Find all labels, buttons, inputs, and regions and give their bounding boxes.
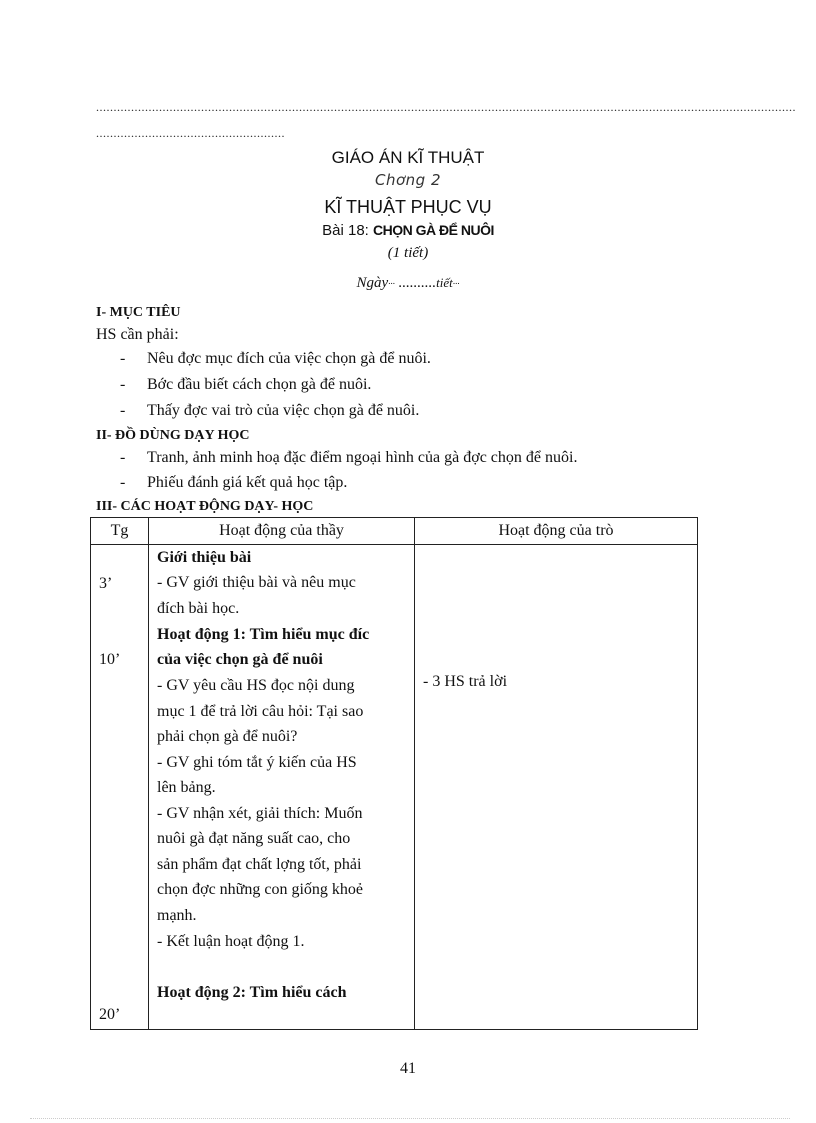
col-header-student: Hoạt động của trò bbox=[415, 518, 698, 545]
period-dots: ··· bbox=[452, 278, 460, 289]
section-materials-heading: II- ĐỒ DÙNG DẠY HỌC bbox=[96, 428, 250, 443]
dotted-line-2: ...................................................... bbox=[96, 126, 285, 140]
activity2-heading: Hoạt động 2: Tìm hiểu cách bbox=[157, 984, 347, 1001]
col-header-teacher: Hoạt động của thầy bbox=[149, 518, 415, 545]
student-text: - 3 HS trả lời bbox=[423, 673, 508, 690]
lesson-prefix: Bài 18: bbox=[322, 222, 369, 239]
teacher-text: đích bài học. bbox=[157, 600, 240, 617]
bottom-divider bbox=[30, 1118, 790, 1119]
teacher-text: - Kết luận hoạt động 1. bbox=[157, 933, 305, 950]
subject-title: KĨ THUẬT PHỤC VỤ bbox=[324, 197, 492, 217]
time-value: 20’ bbox=[99, 1006, 121, 1023]
teacher-text: chọn đợc những con giống khoẻ bbox=[157, 881, 363, 898]
teacher-text: - GV ghi tóm tắt ý kiến của HS bbox=[157, 754, 357, 771]
material-item: - Tranh, ảnh minh hoạ đặc điểm ngoại hình của gà đợc chọn để nuôi. bbox=[120, 449, 578, 466]
period-label: tiết bbox=[436, 275, 453, 290]
activity1-heading-cont: của việc chọn gà để nuôi bbox=[157, 651, 323, 668]
teacher-text: lên bảng. bbox=[157, 779, 216, 796]
objective-item: - Thấy đợc vai trò của việc chọn gà để nuôi. bbox=[120, 402, 420, 419]
chapter-label: Chơng 2 bbox=[375, 171, 441, 189]
date-dots: ··· bbox=[388, 278, 395, 289]
teacher-text: phải chọn gà để nuôi? bbox=[157, 728, 298, 745]
student-cell bbox=[415, 545, 698, 1030]
teacher-text: nuôi gà đạt năng suất cao, cho bbox=[157, 830, 351, 847]
teacher-text: mục 1 để trả lời câu hỏi: Tại sao bbox=[157, 703, 364, 720]
period-count: (1 tiết) bbox=[387, 245, 429, 261]
date-mid-dots: .......... bbox=[394, 275, 437, 291]
date-line bbox=[0, 275, 816, 292]
teacher-text: - GV nhận xét, giải thích: Muốn bbox=[157, 805, 363, 822]
material-item: - Phiếu đánh giá kết quả học tập. bbox=[120, 474, 348, 491]
teacher-text: sản phẩm đạt chất lợng tốt, phải bbox=[157, 856, 362, 873]
objectives-intro: HS cần phải: bbox=[96, 326, 179, 343]
teacher-text: - GV yêu cầu HS đọc nội dung bbox=[157, 677, 355, 694]
lesson-title bbox=[0, 222, 816, 239]
time-value: 3’ bbox=[99, 575, 113, 592]
time-value: 10’ bbox=[99, 651, 121, 668]
col-header-time: Tg bbox=[91, 518, 149, 545]
section-objectives-heading: I- MỤC TIÊU bbox=[96, 305, 181, 320]
lesson-name: CHỌN GÀ ĐỂ NUÔI bbox=[373, 222, 494, 238]
teacher-cell bbox=[149, 545, 415, 1030]
objective-item: - Nêu đợc mục đích của việc chọn gà để nuôi. bbox=[120, 350, 431, 367]
page-number: 41 bbox=[400, 1060, 416, 1077]
activities-table bbox=[90, 517, 698, 1030]
table-row bbox=[91, 545, 698, 1030]
objective-item: - Bớc đầu biết cách chọn gà để nuôi. bbox=[120, 376, 372, 393]
activity1-heading: Hoạt động 1: Tìm hiểu mục đíc bbox=[157, 626, 370, 643]
date-label: Ngày bbox=[356, 275, 389, 291]
page-title: GIÁO ÁN KĨ THUẬT bbox=[331, 148, 485, 167]
dotted-line-1: ........................................................................................................................................................................................................ bbox=[96, 100, 796, 114]
teacher-text: mạnh. bbox=[157, 907, 197, 924]
teacher-text: - GV giới thiệu bài và nêu mục bbox=[157, 574, 356, 591]
table-header-row bbox=[91, 518, 698, 545]
section-activities-heading: III- CÁC HOẠT ĐỘNG DẠY- HỌC bbox=[96, 499, 314, 514]
time-cell bbox=[91, 545, 149, 1030]
intro-heading: Giới thiệu bài bbox=[157, 549, 252, 566]
